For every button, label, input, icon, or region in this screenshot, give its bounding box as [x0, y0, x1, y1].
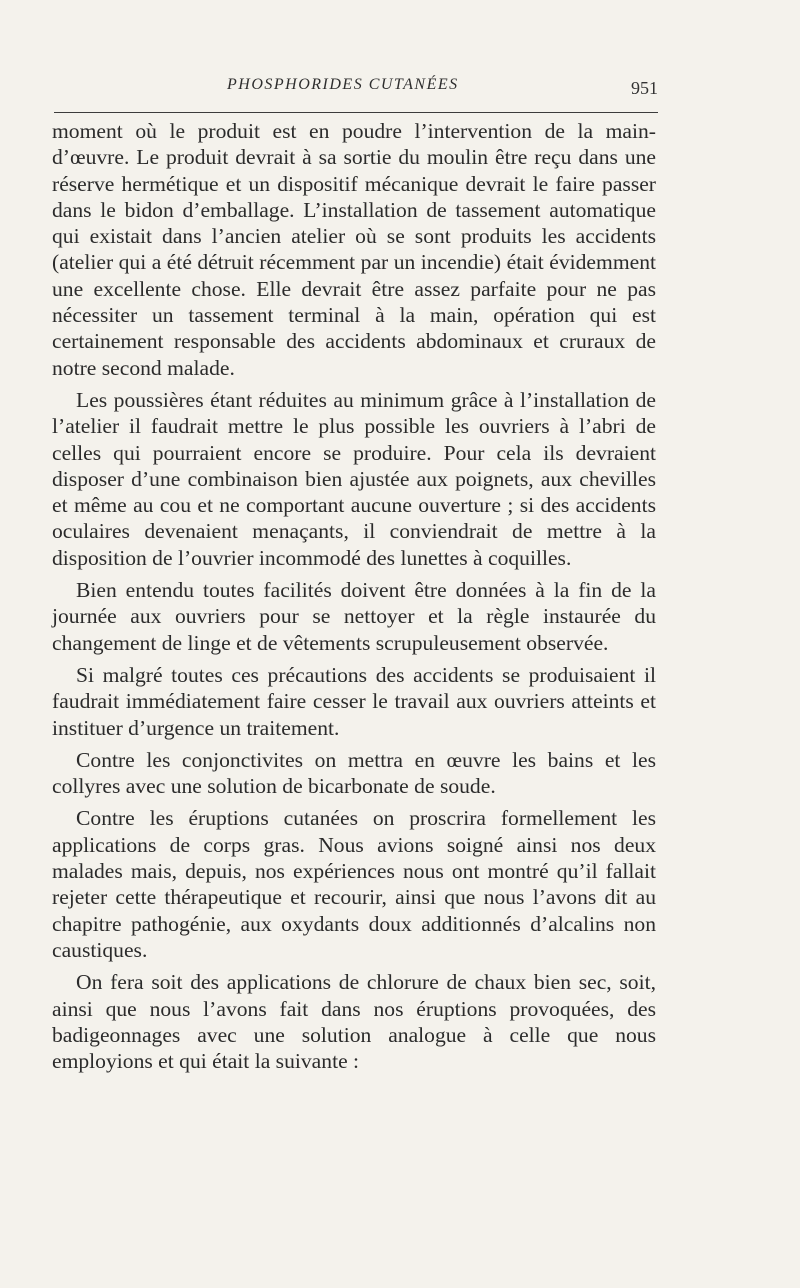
paragraph: Si malgré toutes ces précautions des accidents se produisaient il faudrait immédiatement faire cesser le travail aux ouvriers atteints et instituer d’urgence un traitement.: [52, 662, 656, 740]
running-head: [52, 76, 662, 100]
page-number: 951: [631, 78, 658, 98]
header-rule: [54, 112, 658, 113]
paragraph: Les poussières étant réduites au minimum grâce à l’installation de l’atelier il faudrait mettre le plus possible les ouvriers à l’abri de celles qui pourraient encore se produire. Pour cela ils devraient disposer d’une combinaison bien ajustée aux poignets, aux chevilles et même au cou et ne comportant aucune ouverture ; si des accidents oculaires devenaient menaçants, il conviendrait de mettre à la disposition de l’ouvrier incommodé des lunettes à coquilles.: [52, 387, 656, 570]
paragraph: Contre les éruptions cutanées on proscrira formellement les applications de corps gras. Nous avions soigné ainsi nos deux malades mais, depuis, nos expériences nous ont montré qu’il fallait rejeter cette thérapeutique et recourir, ainsi que nous l’avons dit au chapitre pathogénie, aux oxydants doux additionnés d’alcalins non caustiques.: [52, 806, 656, 962]
paragraph: Contre les conjonctivites on mettra en œuvre les bains et les collyres avec une solution de bicarbonate de soude.: [52, 747, 656, 799]
paragraph: On fera soit des applications de chlorure de chaux bien sec, soit, ainsi que nous l’avons fait dans nos éruptions provoquées, des badigeonnages avec une solution analogue à celle que nous employions et qui était la suivante :: [52, 970, 656, 1074]
running-title: PHOSPHORIDES CUTANÉES: [227, 76, 459, 93]
paragraph: Bien entendu toutes facilités doivent être données à la fin de la journée aux ouvriers pour se nettoyer et la règle instaurée du changement de linge et de vêtements scrupuleusement observée.: [52, 578, 656, 655]
paragraph-continued: moment où le produit est en poudre l’intervention de la main-d’œuvre. Le produit devrait à sa sortie du moulin être reçu dans une réserve hermétique et un dispositif mécanique devrait le faire passer dans le bidon d’emballage. L’installation de tassement automatique qui existait dans l’ancien atelier où se sont produits les accidents (atelier qui a été détruit récemment par un incendie) était évidemment une excellente chose. Elle devrait être assez parfaite pour ne pas nécessiter un tassement terminal à la main, opération qui est certainement responsable des accidents abdominaux et cruraux de notre second malade.: [52, 119, 656, 380]
body-text: [52, 118, 656, 1080]
